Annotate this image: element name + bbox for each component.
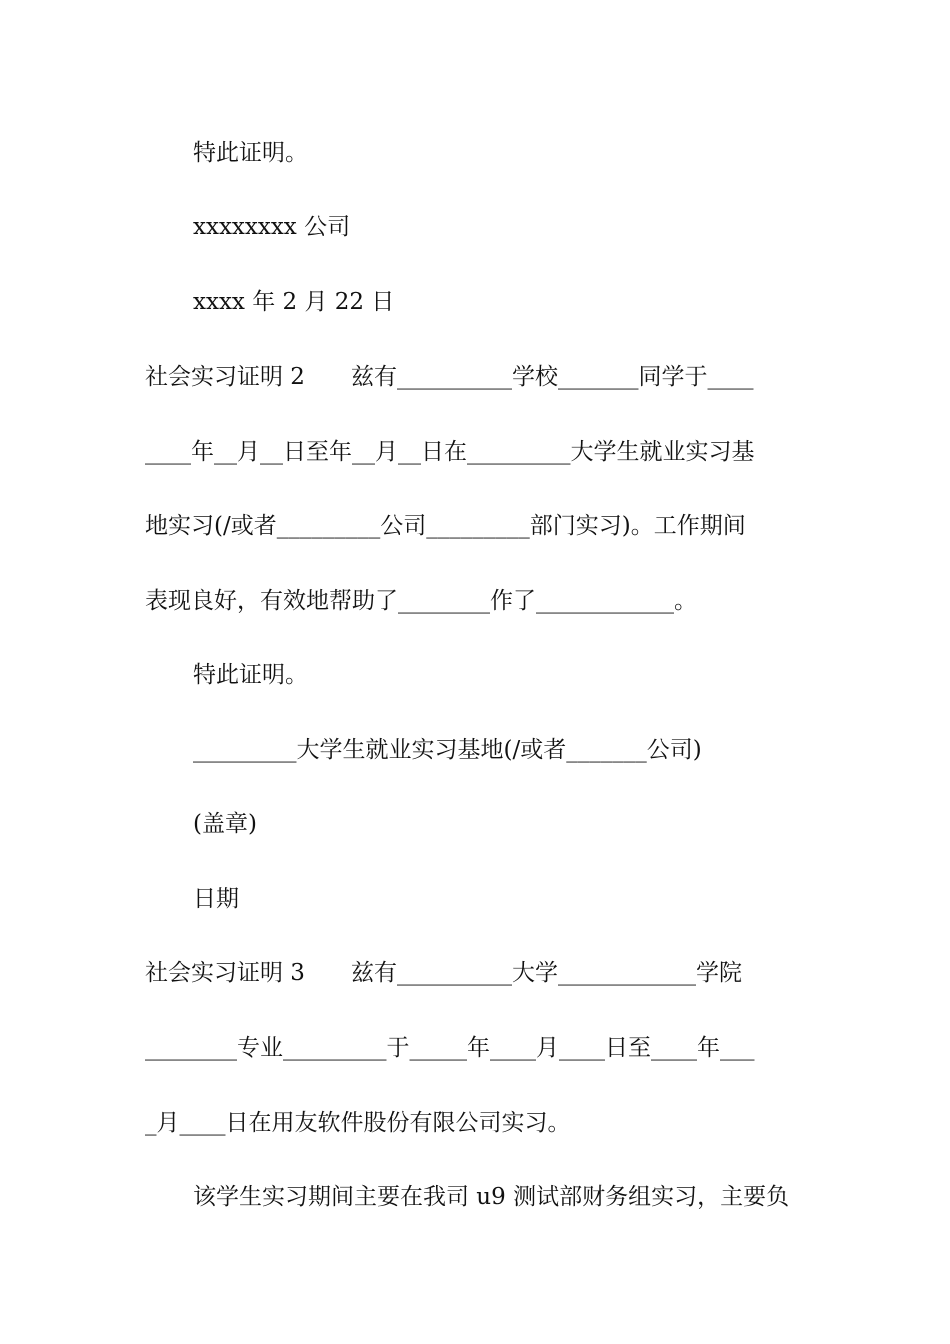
certificate-3-heading: 社会实习证明 3 兹有__________大学____________学院 (145, 960, 742, 986)
closing-statement: 特此证明。 (193, 662, 308, 688)
certificate-2-body-line: 表现良好，有效地帮助了________作了____________。 (145, 588, 697, 614)
date-label: 日期 (193, 886, 239, 912)
issuer-line: _________大学生就业实习基地(/或者_______公司) (193, 737, 702, 763)
certificate-2-body-line: 地实习(/或者_________公司_________部门实习)。工作期间 (145, 513, 746, 539)
closing-statement: 特此证明。 (193, 140, 308, 166)
company-name: xxxxxxxx 公司 (193, 214, 351, 240)
seal-line: (盖章) (193, 811, 257, 837)
certificate-2-body-line: ____年__月__日至年__月__日在_________大学生就业实习基 (145, 439, 755, 465)
date-line: xxxx 年 2 月 22 日 (193, 289, 395, 315)
certificate-2-heading: 社会实习证明 2 兹有__________学校_______同学于____ (145, 364, 754, 390)
certificate-3-body-line: ________专业_________于_____年____月____日至____年___ (145, 1035, 755, 1061)
certificate-3-body-line: _月____日在用友软件股份有限公司实习。 (145, 1110, 571, 1136)
certificate-3-paragraph: 该学生实习期间主要在我司 u9 测试部财务组实习，主要负 (193, 1184, 790, 1210)
